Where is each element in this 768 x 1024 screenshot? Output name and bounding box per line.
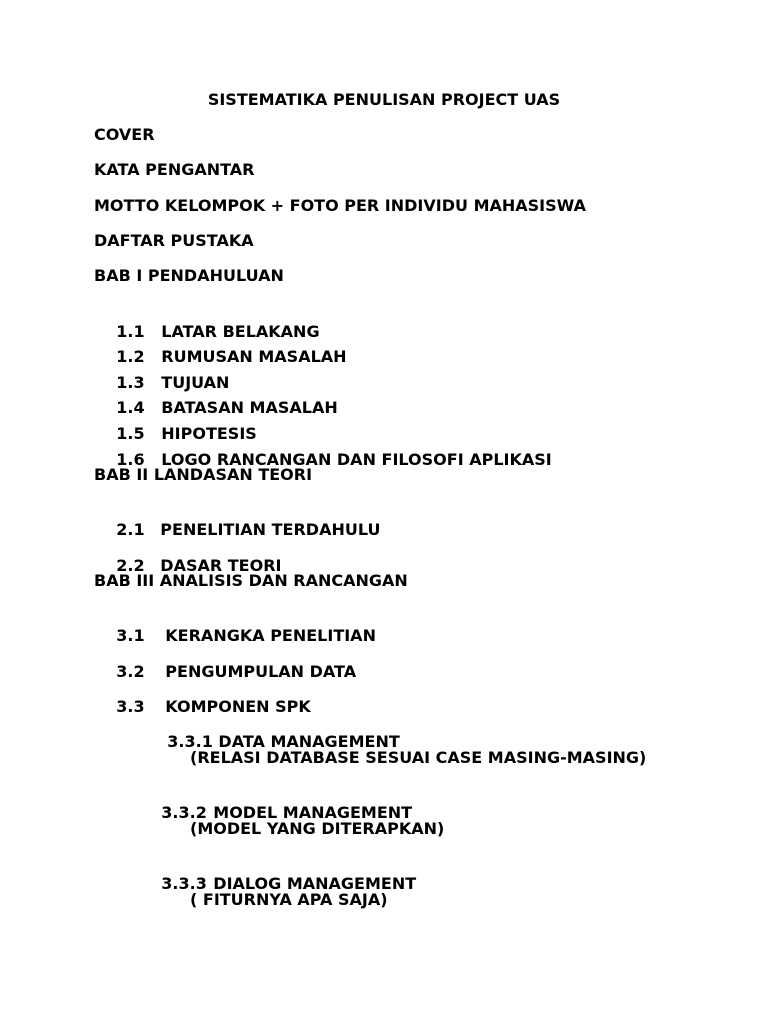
- item-number: 3.3: [116, 697, 145, 716]
- item-number: 3.3.3: [161, 874, 207, 893]
- section-kata-pengantar: KATA PENGANTAR: [94, 160, 255, 179]
- item-number: 3.3.2: [161, 803, 207, 822]
- item-number: 1.1: [116, 322, 145, 341]
- section-bab-2: BAB II LANDASAN TEORI: [94, 465, 313, 484]
- item-label: KERANGKA PENELITIAN: [165, 626, 376, 645]
- section-cover: COVER: [94, 125, 155, 144]
- item-label: KOMPONEN SPK: [165, 697, 311, 716]
- item-label: DASAR TEORI: [160, 556, 282, 575]
- item-number: 1.5: [116, 424, 145, 443]
- section-daftar-pustaka: DAFTAR PUSTAKA: [94, 231, 254, 250]
- item-number: 3.2: [116, 662, 145, 681]
- item-label: DATA MANAGEMENT: [218, 732, 400, 751]
- item-number: 1.4: [116, 398, 145, 417]
- item-label: DIALOG MANAGEMENT: [213, 874, 417, 893]
- sub-item-note: ( FITURNYA APA SAJA): [190, 890, 388, 909]
- item-number: 2.1: [116, 520, 145, 539]
- section-bab-3: BAB III ANALISIS DAN RANCANGAN: [94, 571, 408, 590]
- item-number: 3.1: [116, 626, 145, 645]
- section-motto: MOTTO KELOMPOK + FOTO PER INDIVIDU MAHASISWA: [94, 196, 586, 215]
- item-label: BATASAN MASALAH: [161, 398, 338, 417]
- item-label: LOGO RANCANGAN DAN FILOSOFI APLIKASI: [161, 450, 552, 469]
- item-number: 3.3.1: [167, 732, 213, 751]
- item-label: RUMUSAN MASALAH: [161, 347, 347, 366]
- item-label: MODEL MANAGEMENT: [213, 803, 413, 822]
- sub-item-note: (MODEL YANG DITERAPKAN): [190, 819, 445, 838]
- sub-item-note: (RELASI DATABASE SESUAI CASE MASING-MASING): [190, 748, 647, 767]
- item-number: 2.2: [116, 556, 145, 575]
- item-number: 1.6: [116, 450, 145, 469]
- document-title: SISTEMATIKA PENULISAN PROJECT UAS: [207, 90, 561, 109]
- item-label: LATAR BELAKANG: [161, 322, 320, 341]
- item-label: PENELITIAN TERDAHULU: [160, 520, 381, 539]
- section-bab-1: BAB I PENDAHULUAN: [94, 266, 284, 285]
- item-label: HIPOTESIS: [161, 424, 257, 443]
- item-label: TUJUAN: [161, 373, 230, 392]
- item-number: 1.2: [116, 347, 145, 366]
- item-label: PENGUMPULAN DATA: [165, 662, 357, 681]
- item-number: 1.3: [116, 373, 145, 392]
